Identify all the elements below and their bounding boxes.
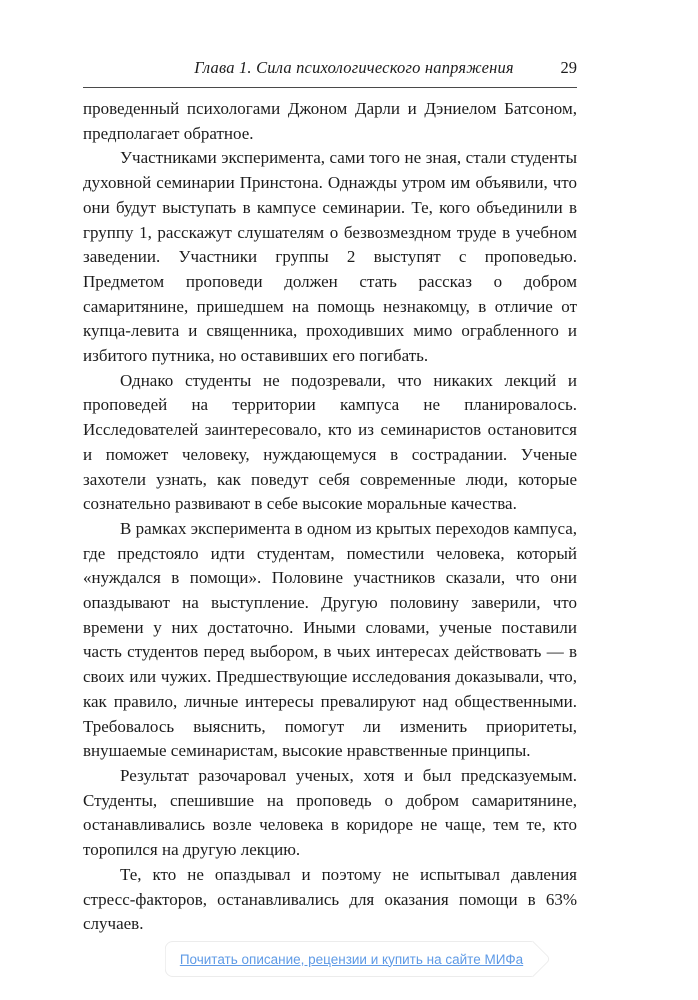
chapter-title: Глава 1. Сила психологического напряжения <box>194 58 514 77</box>
store-link-banner[interactable] <box>165 941 533 977</box>
paragraph: Однако студенты не подозревали, что никаких лекций и проповедей на территории кампуса не планировалось. Исследователей заинтересовало, кто из семинаристов остановится и поможет человеку, нуждающемуся в сострадании. Ученые захотели узнать, как поведут себя современные люди, которые сознательно развивают в себе высокие моральные качества. <box>83 370 577 514</box>
paragraph: проведенный психологами Джоном Дарли и Дэниелом Батсоном, предполагает обратное. <box>83 99 577 143</box>
paragraph: Те, кто не опаздывал и поэтому не испытывал давления стресс-факторов, останавливались для оказания помощи в 63% случаев. <box>83 864 577 934</box>
page-number: 29 <box>560 58 577 77</box>
page-body <box>83 97 577 937</box>
running-header <box>83 58 577 82</box>
paragraph: Результат разочаровал ученых, хотя и был предсказуемым. Студенты, спешившие на проповедь о добром самаритянине, останавливались возле человека в коридоре не чаще, тем те, кто торопился на другую лекцию. <box>83 765 577 860</box>
paragraph: В рамках эксперимента в одном из крытых переходов кампуса, где предстояло идти студентам, поместили человека, который «нуждался в помощи». Половине участников сказали, что они опаздывают на выступление. Другую половину заверили, что времени у них достаточно. Иными словами, ученые поставили часть студентов перед выбором, в чьих интересах действовать — в своих или чужих. Предшествующие исследования доказывали, что, как правило, личные интересы превалируют над общественными. Требовалось выяснить, помогут ли изменить приоритеты, внушаемые семинаристам, высокие нравственные принципы. <box>83 518 577 761</box>
header-divider <box>83 87 577 88</box>
store-link[interactable]: Почитать описание, рецензии и купить на сайте МИФа <box>179 951 524 967</box>
paragraph: Участниками эксперимента, сами того не зная, стали студенты духовной семинарии Принстона. Однажды утром им объявили, что они будут выступать в кампусе семинарии. Те, кого объединили в группу 1, расскажут слушателям о безвозмездном труде в учебном заведении. Участники группы 2 выступят с проповедью. Предметом проповеди должен стать рассказ о добром самаритянине, пришедшем на помощь незнакомцу, в отличие от купца-левита и священника, проходивших мимо ограбленного и избитого путника, но оставивших его погибать. <box>83 148 577 366</box>
